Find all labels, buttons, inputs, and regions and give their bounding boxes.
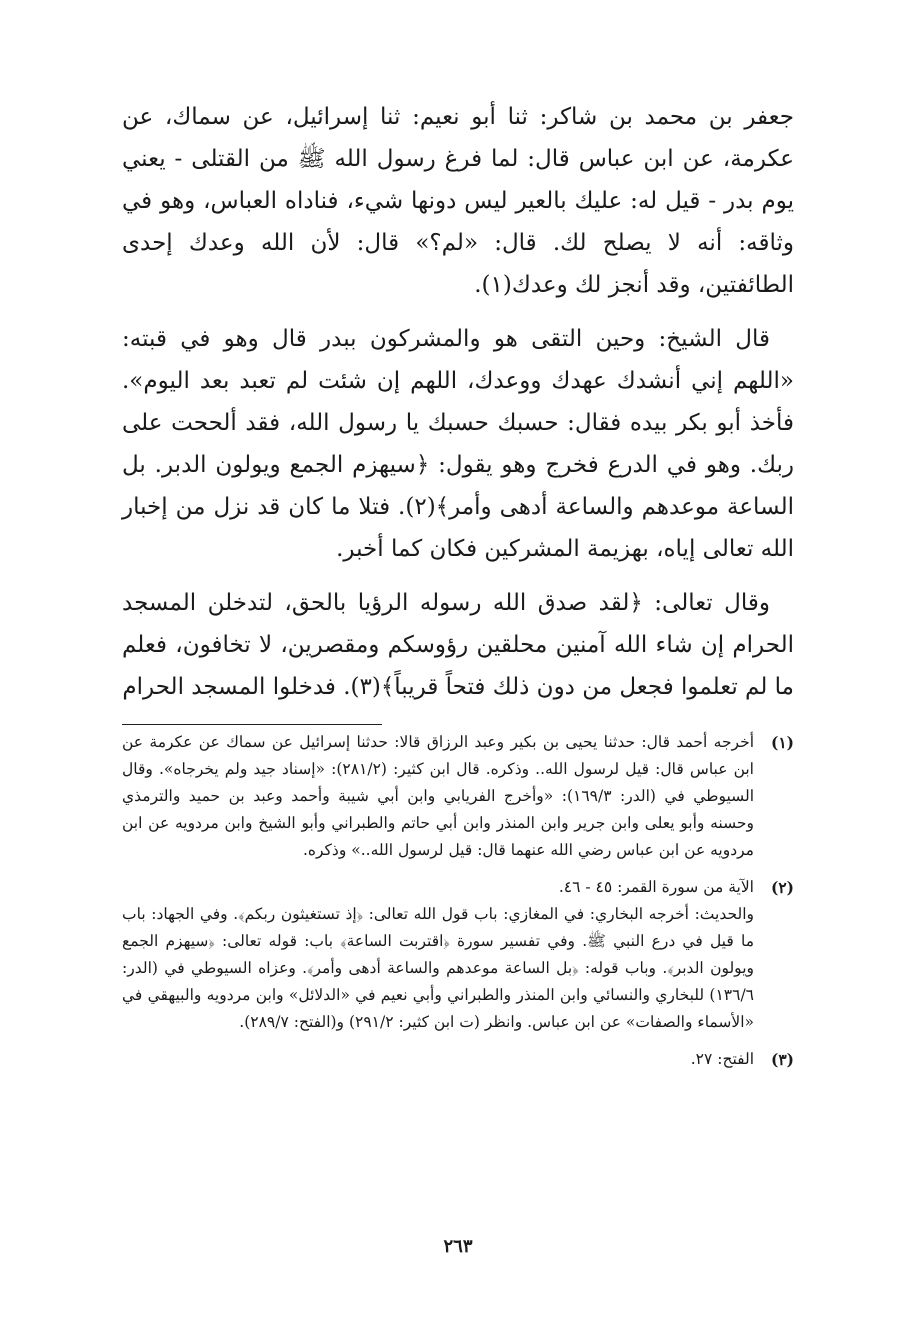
- footnote-3: [122, 1046, 794, 1073]
- footnote-text: الفتح: ٢٧.: [690, 1050, 754, 1068]
- footnotes: [122, 729, 794, 1073]
- footnote-number: (٣): [770, 1050, 794, 1069]
- paragraph-3: وقال تعالى: ﴿لقد صدق الله رسوله الرؤيا بالحق، لتدخلن المسجد الحرام إن شاء الله آمنين محلقين رؤوسكم ومقصرين، لا تخافون، فعلم ما لم تعلموا فجعل من دون ذلك فتحاً قريباً﴾(٣). فدخلوا المسجد الحرام: [122, 590, 794, 700]
- footnote-number: (٢): [770, 878, 794, 897]
- footnote-number: (١): [770, 733, 794, 752]
- footnote-2: [122, 874, 794, 1036]
- footnote-body: [122, 1046, 754, 1073]
- footnote-text: والحديث: أخرجه البخاري: في المغازي: باب قول الله تعالى: ﴿إذ تستغيثون ربكم﴾. وفي الجهاد: باب ما قيل في درع النبي ﷺ. وفي تفسير سورة ﴿اقتربت الساعة﴾ باب: قوله تعالى: ﴿سيهزم الجمع ويولون الدبر﴾. وباب قوله: ﴿بل الساعة موعدهم والساعة أدهى وأمر﴾. وعزاه السيوطي في (الدر: ١٣٦/٦) للبخاري والنسائي وابن المنذر والطبراني وأبي نعيم في «الدلائل» وابن مردويه والبيهقي في «الأسماء والصفات» عن ابن عباس. وانظر (ت ابن كثير: ٢٩١/٢) و(الفتح: ٢٨٩/٧).: [122, 905, 754, 1031]
- footnote-1: [122, 729, 794, 864]
- main-text: [122, 96, 794, 708]
- paragraph-1: جعفر بن محمد بن شاكر: ثنا أبو نعيم: ثنا إسرائيل، عن سماك، عن عكرمة، عن ابن عباس قال: لما فرغ رسول الله ﷺ من القتلى - يعني يوم بدر - قيل له: عليك بالعير ليس دونها شيء، فناداه العباس، وهو في وثاقه: أنه لا يصلح لك. قال: «لم؟» قال: لأن الله وعدك إحدى الطائفتين، وقد أنجز لك وعدك(١).: [122, 104, 794, 298]
- footnote-text: أخرجه أحمد قال: حدثنا يحيى بن بكير وعبد الرزاق قالا: حدثنا إسرائيل عن سماك عن عكرمة عن ابن عباس قال: قيل لرسول الله.. وذكره. قال ابن كثير: (٢٨١/٢): «إسناد جيد ولم يخرجاه». وقال السيوطي في (الدر: ١٦٩/٣): «وأخرج الفريابي وابن أبي شيبة وأحمد وعبد بن حميد والترمذي وحسنه وأبو يعلى وابن جرير وابن المنذر وابن أبي حاتم والطبراني وأبو الشيخ وابن مردويه عن ابن مردويه عن ابن عباس رضي الله عنهما قال: قيل لرسول الله..» وذكره.: [122, 733, 754, 859]
- page-content: [122, 96, 794, 1083]
- footnote-body: [122, 874, 754, 1036]
- footnote-body: [122, 729, 754, 864]
- page-number: ٢٦٣: [443, 1236, 473, 1257]
- footnote-separator: [122, 724, 382, 725]
- footnote-text: الآية من سورة القمر: ٤٥ - ٤٦.: [558, 878, 754, 896]
- paragraph-2: قال الشيخ: وحين التقى هو والمشركون ببدر قال وهو في قبته: «اللهم إني أنشدك عهدك ووعدك، اللهم إن شئت لم تعبد بعد اليوم». فأخذ أبو بكر بيده فقال: حسبك حسبك يا رسول الله، فقد ألححت على ربك. وهو في الدرع فخرج وهو يقول: ﴿سيهزم الجمع ويولون الدبر. بل الساعة موعدهم والساعة أدهى وأمر﴾(٢). فتلا ما كان قد نزل من إخبار الله تعالى إياه، بهزيمة المشركين فكان كما أخبر.: [122, 326, 794, 562]
